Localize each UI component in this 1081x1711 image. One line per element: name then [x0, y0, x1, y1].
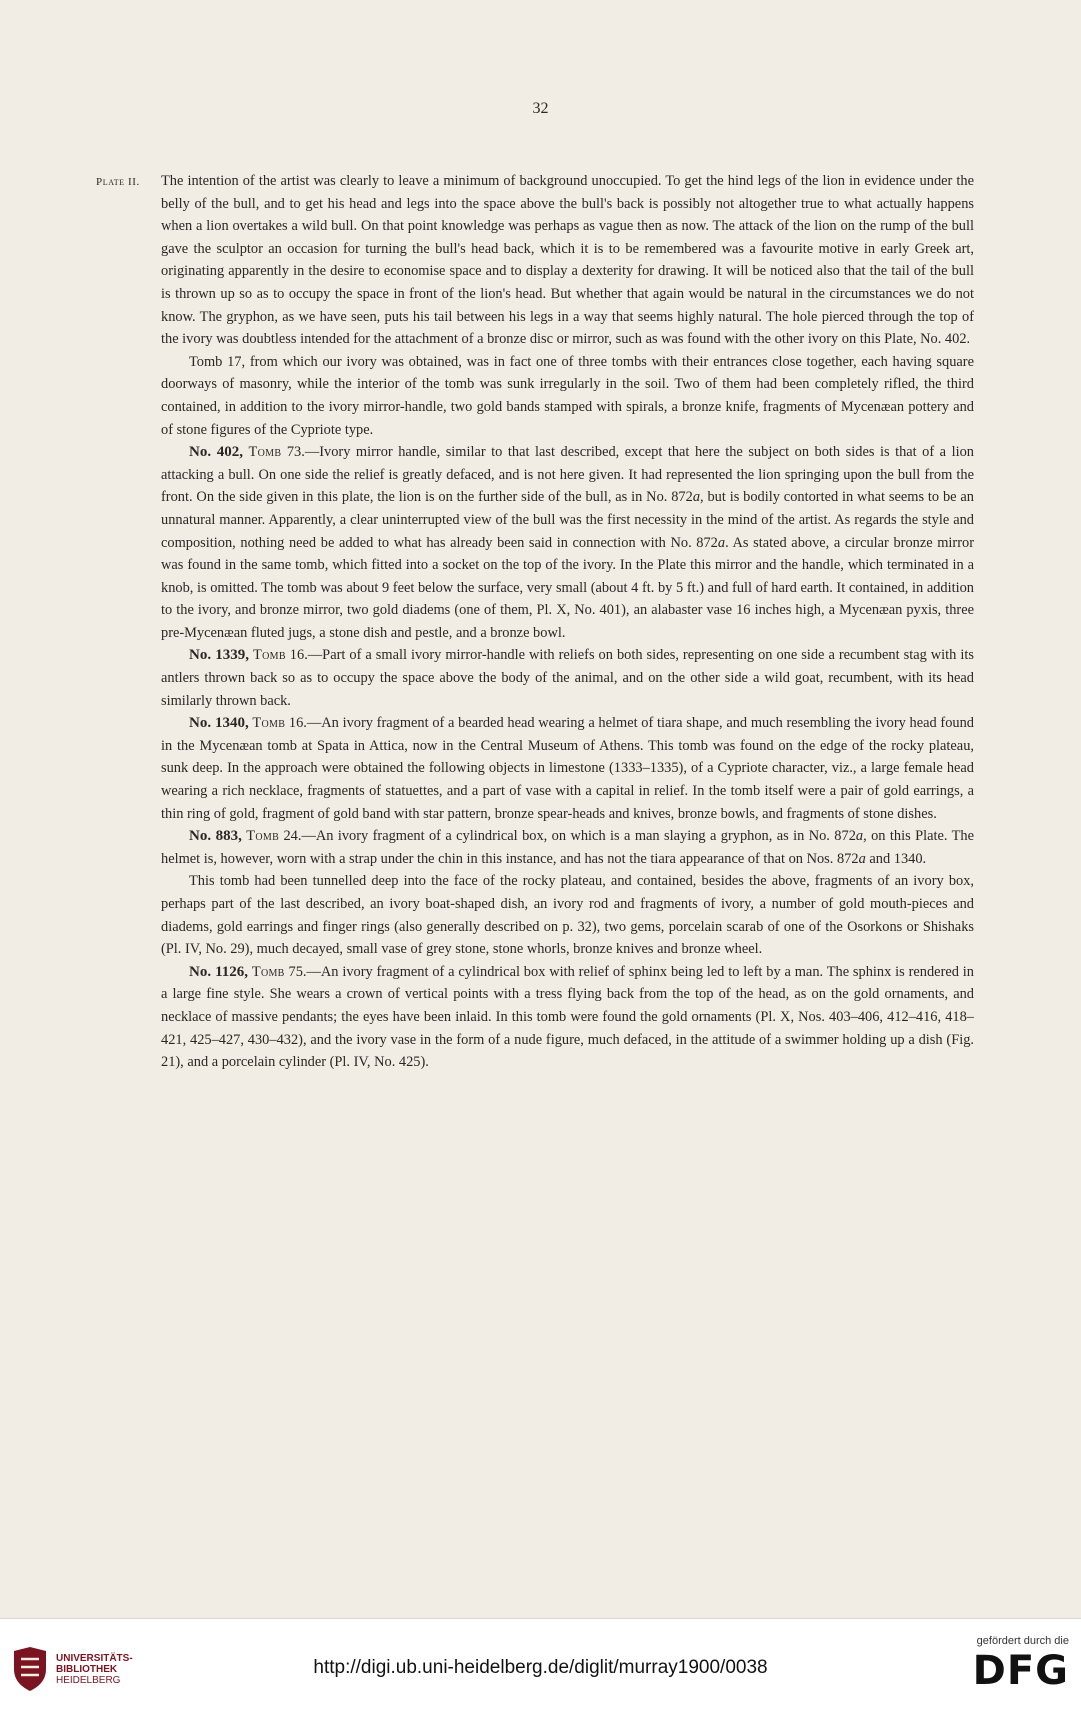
- viewer-footer: [0, 1618, 1081, 1711]
- tomb-label: Tomb: [253, 647, 286, 664]
- entry-number: No. 1126,: [189, 963, 249, 980]
- paragraph-1: The intention of the artist was clearly to leave a minimum of background unoccupied. To get the hind legs of the lion in evidence under the belly of the bull, and to get his head and legs into the space above the bull's back is possibly not altogether true to what actually happens when a lion overtakes a wild bull. On that point knowledge was perhaps as vague then as now. The attack of the lion on the rump of the bull gave the sculptor an occasion for turning the bull's head back, which it is to be remembered was a favourite motive in early Greek art, originating apparently in the desire to economise space and to display a dexterity for drawing. It will be noticed also that the tail of the bull is thrown up so as to occupy the space in front of the lion's head. But whether that again would be natural in the circumstances we do not know. The gryphon, as we have seen, puts his tail between his legs in a way that seems highly natural. The hole pierced through the top of the ivory was doubtless intended for the attachment of a bronze disc or mirror, such as was found with the other ivory on this Plate, No. 402.: [161, 173, 974, 348]
- funding-caption: gefördert durch die: [976, 1635, 1069, 1647]
- entry-number: No. 1340,: [189, 715, 249, 732]
- page-number: 32: [532, 100, 549, 117]
- library-name: UNIVERSITÄTS- BIBLIOTHEK HEIDELBERG: [56, 1653, 133, 1686]
- entry-1340: No. 1340, Tomb 16.—An ivory fragment of a bearded head wearing a helmet of tiara shape, and much resembling the ivory head found in the Mycenæan tomb at Spata in Attica, now in the Central Museum of Athens. This tomb was found on the edge of the rocky plateau, sunk deep. In the approach were obtained the following objects in limestone (1333–1335), of a Cypriote character, viz., a large female head wearing a rich necklace, fragments of statuettes, and a part of vase with a capital in relief. In the tomb itself were a pair of gold earrings, a thin ring of gold, fragment of gold band with star pattern, bronze spear-heads and knives, bronze bowls, and fragments of stone dishes.: [161, 715, 974, 822]
- tomb-label: Tomb: [248, 444, 282, 461]
- entry-number: No. 1339,: [189, 647, 249, 664]
- dfg-logo-icon: DFG: [972, 1648, 1069, 1694]
- dfg-funding-logo[interactable]: [919, 1635, 1069, 1705]
- tomb-label: Tomb: [246, 828, 280, 845]
- entry-number: No. 402,: [189, 444, 244, 461]
- entry-number: No. 883,: [189, 828, 242, 845]
- plate-label: Plate II.: [96, 176, 140, 188]
- entry-883: No. 883, Tomb 24.—An ivory fragment of a cylindrical box, on which is a man slaying a gryphon, as in No. 872a, on this Plate. The helmet is, however, worn with a strap under the chin in this instance, and has not the tiara appearance of that on Nos. 872a and 1340.: [161, 828, 974, 867]
- entry-1339: No. 1339, Tomb 16.—Part of a small ivory mirror-handle with reliefs on both sides, representing on one side a recumbent stag with its antlers thrown back so as to occupy the space above the body of the animal, and on the other side a wild goat, recumbent, with its head similarly thrown back.: [161, 647, 974, 709]
- permalink-url[interactable]: http://digi.ub.uni-heidelberg.de/diglit/murray1900/0038: [313, 1657, 768, 1678]
- entry-1126: No. 1126, Tomb 75.—An ivory fragment of a cylindrical box with relief of sphinx being led to left by a man. The sphinx is rendered in a large fine style. She wears a crown of vertical points with a tress flying back from the top of the head, as on the gold ornaments, and necklace of massive pendants; the eyes have been inlaid. In this tomb were found the gold ornaments (Pl. X, Nos. 403–406, 412–416, 418–421, 425–427, 430–432), and the ivory vase in the form of a nude figure, much defaced, in the attitude of a swimmer holding up a dish (Fig. 21), and a porcelain cylinder (Pl. IV, No. 425).: [161, 963, 974, 1071]
- paragraph-tomb-24: This tomb had been tunnelled deep into the face of the rocky plateau, and contained, besides the above, fragments of an ivory box, perhaps part of the last described, an ivory boat-shaped dish, an ivory rod and fragments of ivory, a number of gold mouth-pieces and diadems, gold earrings and finger rings (also generally described on p. 32), two gems, porcelain scarab of one of the Osorkons or Shishaks (Pl. IV, No. 29), much decayed, small vase of grey stone, stone whorls, bronze knives and bronze wheel.: [161, 873, 974, 958]
- entry-402: No. 402, Tomb 73.—Ivory mirror handle, similar to that last described, except that here the subject on both sides is that of a lion attacking a bull. On one side the relief is greatly defaced, and is not here given. It had represented the lion springing upon the bull from the front. On the side given in this plate, the lion is on the further side of the bull, as in No. 872a, but is bodily contorted in what seems to be an unnatural manner. Apparently, a clear uninterrupted view of the bull was the first necessity in the mind of the artist. As regards the style and composition, nothing need be added to what has already been said in connection with No. 872a. As stated above, a circular bronze mirror was found in the same tomb, which fitted into a socket on the top of the ivory. In the Plate this mirror and the handle, which terminated in a knob, is omitted. The tomb was about 9 feet below the surface, very small (about 4 ft. by 5 ft.) and full of hard earth. It contained, in addition to the ivory, and bronze mirror, two gold diadems (one of them, Pl. X, No. 401), an alabaster vase 16 inches high, a Mycenæan pyxis, three pre-Mycenæan fluted jugs, a stone dish and pestle, and a bronze bowl.: [161, 444, 974, 641]
- tomb-label: Tomb: [252, 715, 286, 732]
- body-text: [161, 170, 974, 1074]
- paragraph-2: Tomb 17, from which our ivory was obtained, was in fact one of three tombs with their entrances close together, each having square doorways of masonry, while the interior of the tomb was sunk irregularly in the soil. Two of them had been completely rifled, the third contained, in addition to the ivory mirror-handle, two gold bands stamped with spirals, a bronze knife, fragments of Mycenæan pottery and of stone figures of the Cypriote type.: [161, 353, 974, 438]
- tomb-label: Tomb: [251, 963, 285, 980]
